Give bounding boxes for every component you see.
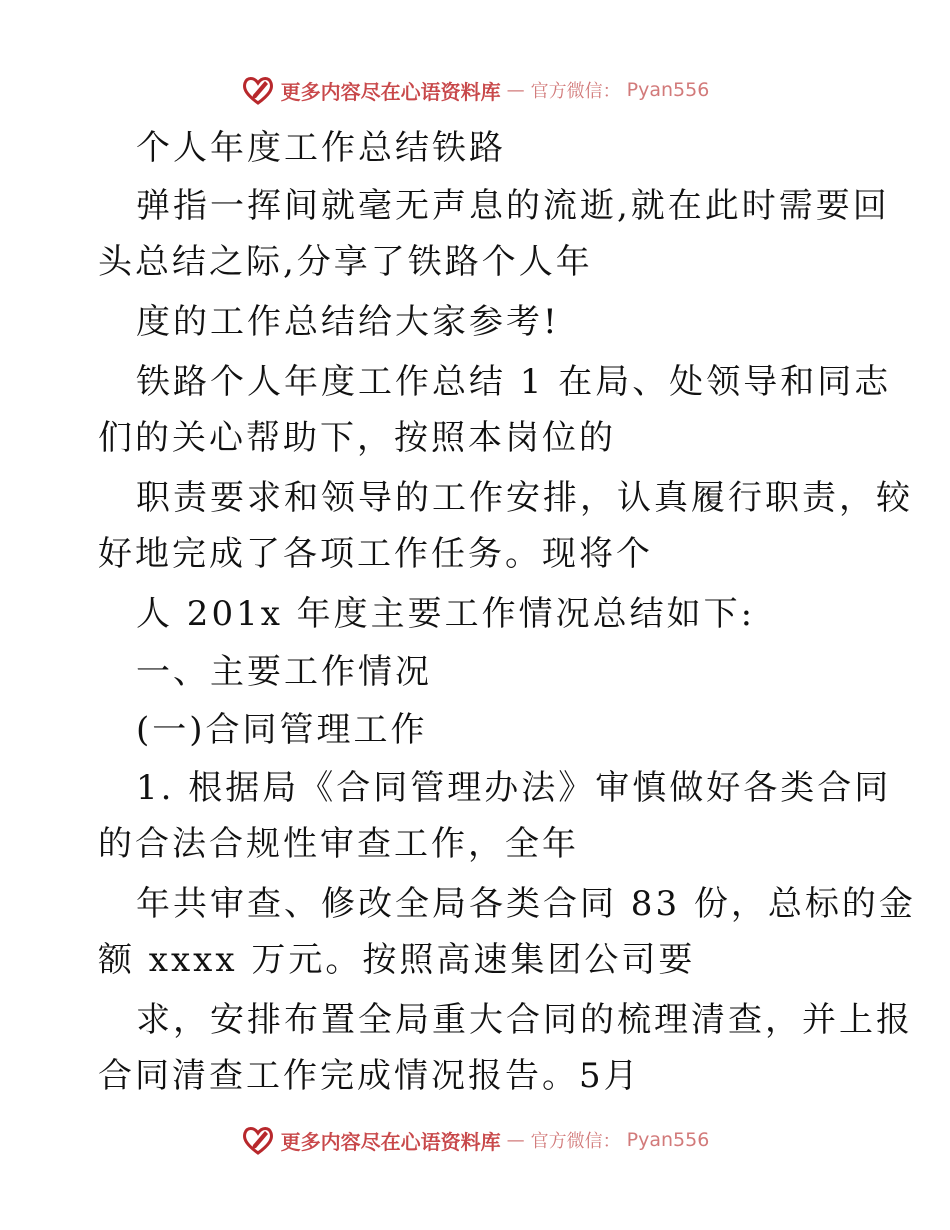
paragraph-line: 的合法合规性审查工作，全年 xyxy=(98,824,579,864)
section-heading: 一、主要工作情况 xyxy=(136,652,432,692)
document-title: 个人年度工作总结铁路 xyxy=(136,128,506,168)
paragraph-line: 们的关心帮助下，按照本岗位的 xyxy=(98,418,616,458)
paragraph-line: 职责要求和领导的工作安排，认真履行职责，较 xyxy=(136,478,913,518)
paragraph-line: 头总结之际,分享了铁路个人年 xyxy=(98,242,593,282)
paragraph-line: 1. 根据局《合同管理办法》审慎做好各类合同 xyxy=(136,768,892,808)
paragraph-line: 合同清查工作完成情况报告。5月 xyxy=(98,1056,641,1096)
watermark-separator: — xyxy=(506,79,525,101)
paragraph-line: 铁路个人年度工作总结 1 在局、处领导和同志 xyxy=(136,362,892,402)
subsection-heading: (一)合同管理工作 xyxy=(136,710,428,750)
watermark-main-text: 更多内容尽在心语资料库 xyxy=(280,79,501,104)
paragraph-line: 人 201x 年度主要工作情况总结如下: xyxy=(136,594,756,634)
paragraph-line: 度的工作总结给大家参考! xyxy=(136,302,560,342)
watermark-wechat-label: 官方微信： xyxy=(530,1131,621,1152)
paragraph-line: 年共审查、修改全局各类合同 83 份，总标的金 xyxy=(136,884,916,924)
paragraph-line: 弹指一挥间就毫无声息的流逝,就在此时需要回 xyxy=(136,186,890,226)
watermark-wechat-label: 官方微信： xyxy=(530,81,621,102)
watermark-main-text: 更多内容尽在心语资料库 xyxy=(280,1129,501,1154)
watermark-wechat-id: Pyan556 xyxy=(626,79,710,101)
heart-pen-logo-icon xyxy=(241,73,275,107)
watermark-separator: — xyxy=(506,1129,525,1151)
paragraph-line: 额 xxxx 万元。按照高速集团公司要 xyxy=(98,940,696,980)
paragraph-line: 好地完成了各项工作任务。现将个 xyxy=(98,534,653,574)
heart-pen-logo-icon xyxy=(241,1123,275,1157)
watermark-footer xyxy=(0,1120,950,1160)
watermark-wechat-id: Pyan556 xyxy=(626,1129,710,1151)
watermark-header xyxy=(0,70,950,110)
paragraph-line: 求，安排布置全局重大合同的梳理清查，并上报 xyxy=(136,1000,913,1040)
